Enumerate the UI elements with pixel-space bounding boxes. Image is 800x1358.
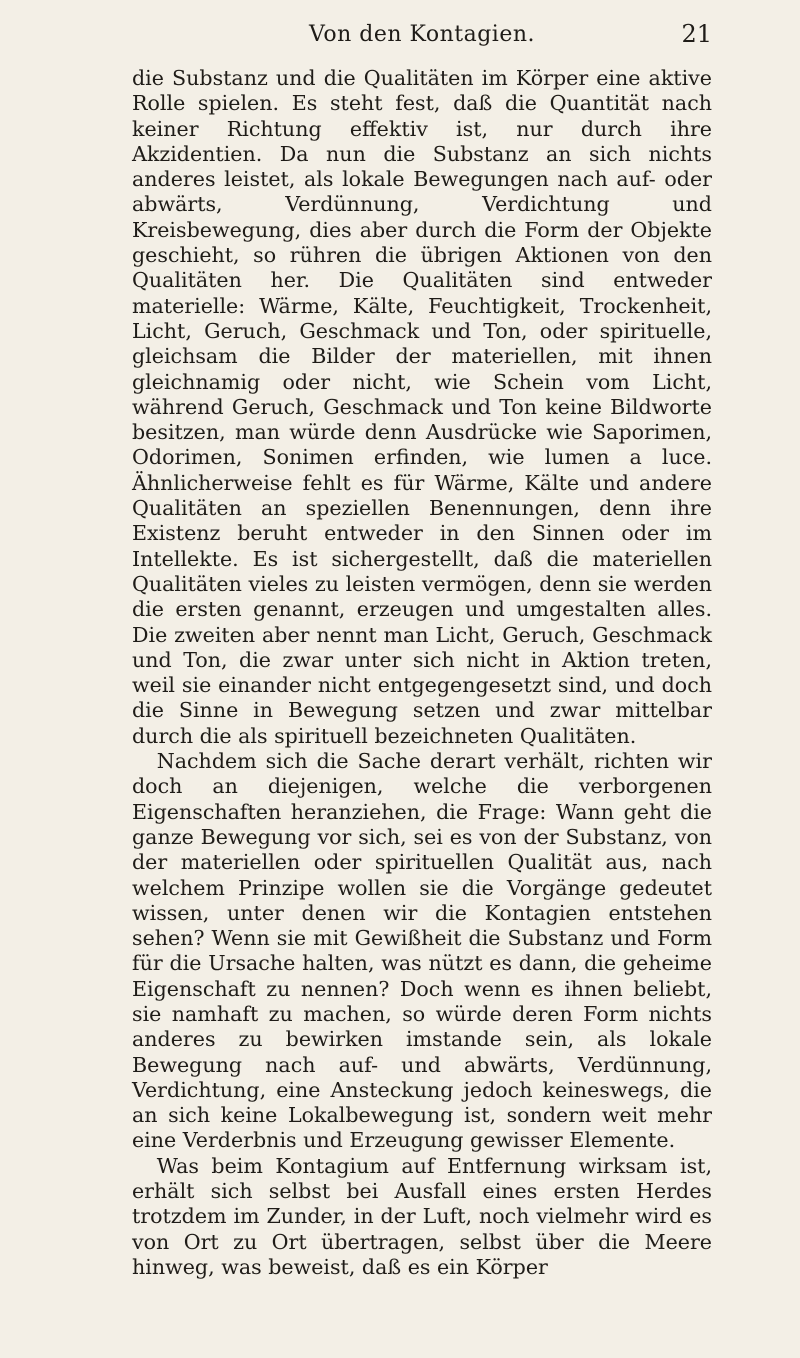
page-header: [132, 14, 712, 54]
page-number: 21: [681, 20, 712, 48]
running-title: Von den Kontagien.: [308, 22, 536, 47]
paragraph-3: Was beim Kontagium auf Entfernung wirksam ist, erhält sich selbst bei Ausfall eines ersten Herdes trotzdem im Zunder, in der Luft, noch vielmehr wird es von Ort zu Ort übertragen, selbst über die Meere hinweg, was beweist, daß es ein Körper: [132, 1153, 712, 1279]
paragraph-2: Nachdem sich die Sache derart verhält, richten wir doch an diejenigen, welche die verborgenen Eigenschaften heranziehen, die Frage: Wann geht die ganze Bewegung vor sich, sei es von der Substanz, von der materiellen oder spirituellen Qualität aus, nach welchem Prinzipe wollen sie die Vorgänge gedeutet wissen, unter denen wir die Kontagien entstehen sehen? Wenn sie mit Gewißheit die Substanz und Form für die Ursache halten, was nützt es dann, die geheime Eigenschaft zu nennen? Doch wenn es ihnen beliebt, sie namhaft zu machen, so würde deren Form nichts anderes zu bewirken imstande sein, als lokale Bewegung nach auf- und abwärts, Verdünnung, Verdichtung, eine Ansteckung jedoch keineswegs, die an sich keine Lokalbewegung ist, sondern weit mehr eine Verderbnis und Erzeugung gewisser Elemente.: [132, 749, 712, 1153]
body-text: [132, 66, 712, 1280]
paragraph-1: die Substanz und die Qualitäten im Körper eine aktive Rolle spielen. Es steht fest, daß die Quantität nach keiner Richtung effektiv ist, nur durch ihre Akzidentien. Da nun die Substanz an sich nichts anderes leistet, als lokale Bewegungen nach auf- oder abwärts, Verdünnung, Verdichtung und Kreisbewegung, dies aber durch die Form der Objekte geschieht, so rühren die übrigen Aktionen von den Qualitäten her. Die Qualitäten sind entweder materielle: Wärme, Kälte, Feuchtigkeit, Trockenheit, Licht, Geruch, Geschmack und Ton, oder spirituelle, gleichsam die Bilder der materiellen, mit ihnen gleichnamig oder nicht, wie Schein vom Licht, während Geruch, Geschmack und Ton keine Bildworte besitzen, man würde denn Ausdrücke wie Saporimen, Odorimen, Sonimen erfinden, wie lumen a luce. Ähnlicherweise fehlt es für Wärme, Kälte und andere Qualitäten an speziellen Benennungen, denn ihre Existenz beruht entweder in den Sinnen oder im Intellekte. Es ist sichergestellt, daß die materiellen Qualitäten vieles zu leisten vermögen, denn sie werden die ersten genannt, erzeugen und umgestalten alles. Die zweiten aber nennt man Licht, Geruch, Geschmack und Ton, die zwar unter sich nicht in Aktion treten, weil sie einander nicht entgegengesetzt sind, und doch die Sinne in Bewegung setzen und zwar mittelbar durch die als spirituell bezeichneten Qualitäten.: [132, 66, 712, 748]
